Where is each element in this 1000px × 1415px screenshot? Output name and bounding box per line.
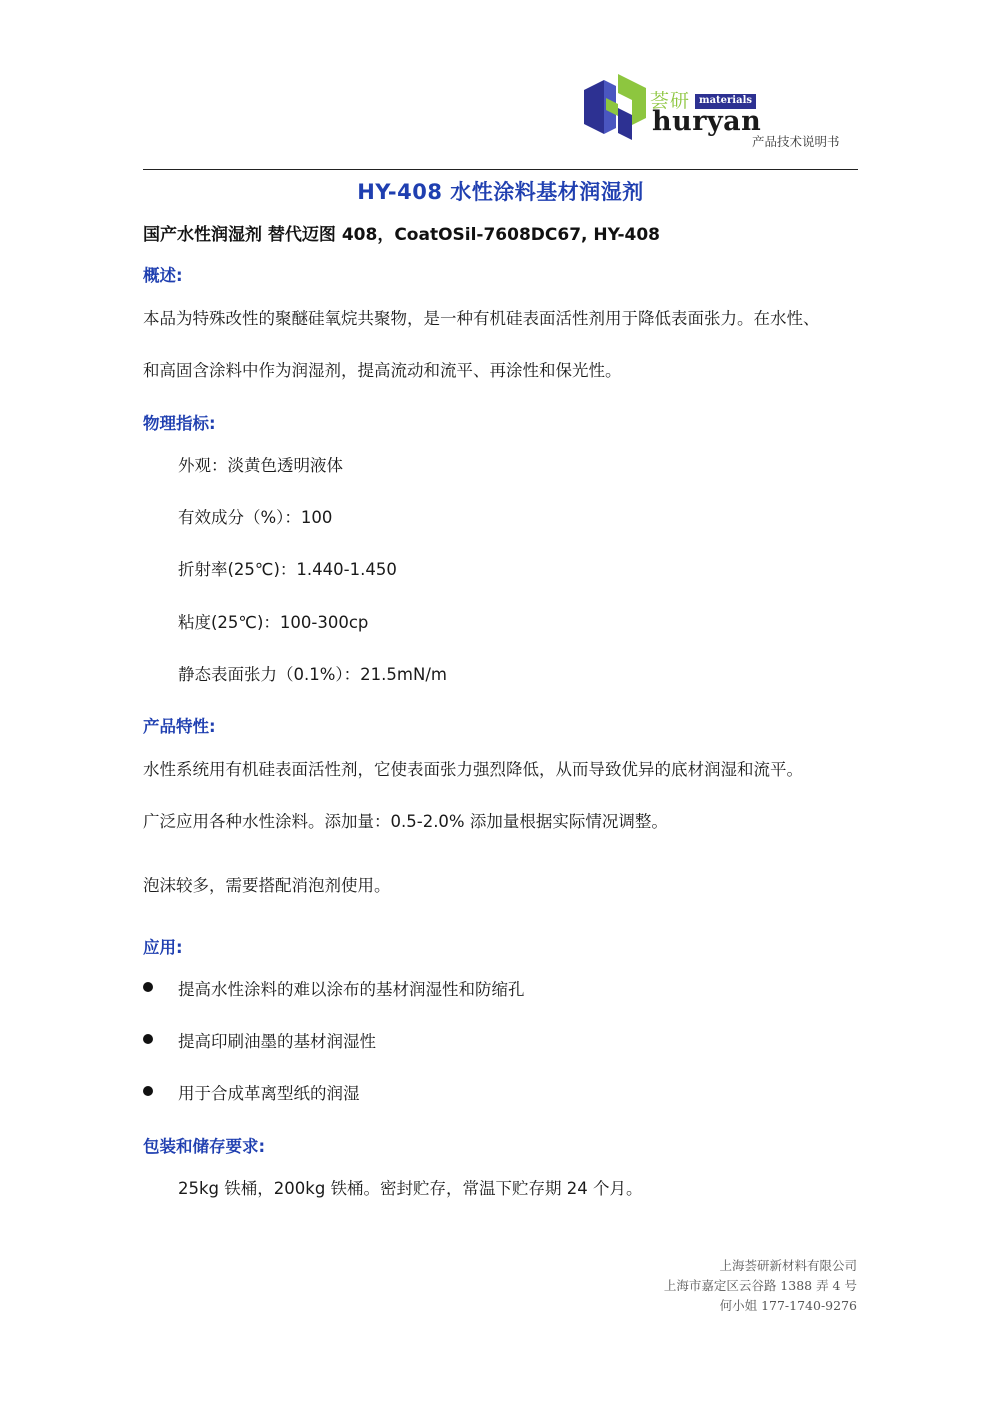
physical-heading: 物理指标: xyxy=(143,414,216,433)
company-footer xyxy=(664,1256,857,1316)
logo-english-name: huryan xyxy=(652,106,762,137)
header-divider xyxy=(143,169,858,170)
packaging-text: 25kg 铁桶，200kg 铁桶。密封贮存，常温下贮存期 24 个月。 xyxy=(178,1179,643,1198)
bullet-icon xyxy=(143,1034,153,1044)
logo-materials-badge: materials xyxy=(695,94,756,109)
logo-mark-icon xyxy=(582,72,648,142)
features-heading: 产品特性: xyxy=(143,717,216,736)
document-type-label: 产品技术说明书 xyxy=(752,134,840,149)
feature-line: 广泛应用各种水性涂料。添加量：0.5-2.0% 添加量根据实际情况调整。 xyxy=(143,812,668,831)
feature-line: 泡沫较多，需要搭配消泡剂使用。 xyxy=(143,876,391,895)
feature-line: 水性系统用有机硅表面活性剂，它使表面张力强烈降低，从而导致优异的底材润湿和流平。 xyxy=(143,760,803,779)
spec-surface-tension: 静态表面张力（0.1%）：21.5mN/m xyxy=(178,665,447,684)
application-item-text: 提高印刷油墨的基材润湿性 xyxy=(178,1032,376,1051)
packaging-heading: 包装和储存要求: xyxy=(143,1137,266,1156)
bullet-icon xyxy=(143,1086,153,1096)
application-item-text: 用于合成革离型纸的润湿 xyxy=(178,1084,360,1103)
company-logo xyxy=(582,72,862,152)
overview-heading: 概述: xyxy=(143,266,183,285)
overview-line: 本品为特殊改性的聚醚硅氧烷共聚物，是一种有机硅表面活性剂用于降低表面张力。在水性、 xyxy=(143,309,820,328)
logo-chinese-name: 荟研 xyxy=(650,90,691,112)
application-item-text: 提高水性涂料的难以涂布的基材润湿性和防缩孔 xyxy=(178,980,525,999)
document-title: HY-408 水性涂料基材润湿剂 xyxy=(357,180,644,204)
footer-company: 上海荟研新材料有限公司 xyxy=(719,1258,857,1273)
spec-refractive-index: 折射率(25℃)：1.440-1.450 xyxy=(178,560,397,579)
bullet-icon xyxy=(143,982,153,992)
spec-viscosity: 粘度(25℃)：100-300cp xyxy=(178,613,369,632)
overview-line: 和高固含涂料中作为润湿剂，提高流动和流平、再涂性和保光性。 xyxy=(143,361,622,380)
spec-active-content: 有效成分（%）：100 xyxy=(178,508,333,527)
footer-address: 上海市嘉定区云谷路 1388 弄 4 号 xyxy=(663,1278,857,1293)
document-subtitle: 国产水性润湿剂 替代迈图 408，CoatOSil-7608DC67, HY-408 xyxy=(143,225,660,245)
spec-appearance: 外观：淡黄色透明液体 xyxy=(178,456,343,475)
footer-contact: 何小姐 177-1740-9276 xyxy=(719,1298,857,1313)
application-heading: 应用: xyxy=(143,938,183,957)
